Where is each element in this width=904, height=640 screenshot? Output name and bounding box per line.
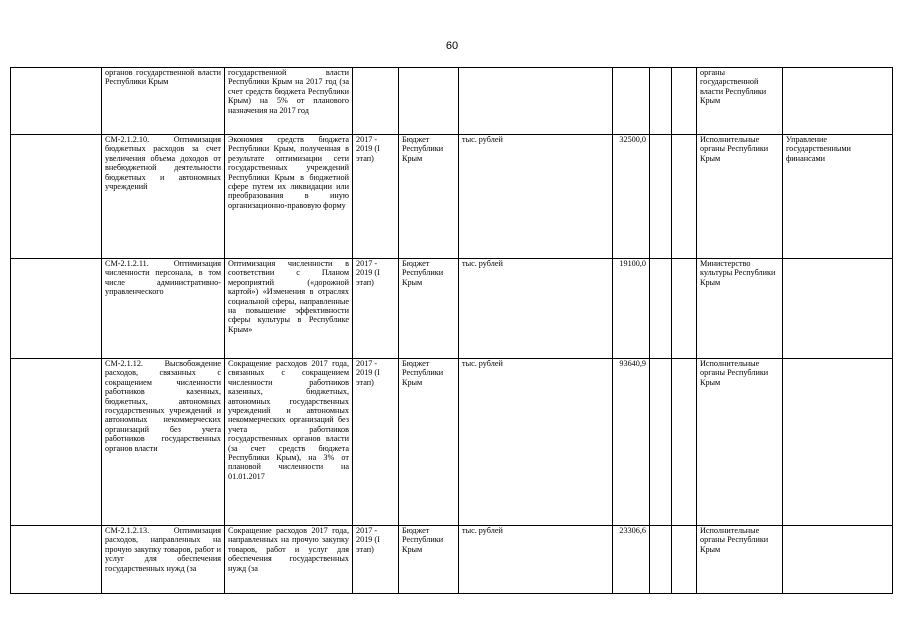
empty-cell	[672, 68, 697, 135]
empty-cell	[650, 526, 672, 594]
table-row	[11, 259, 893, 359]
description-cell: Оптимизация численности в соответствии с Планом мероприятий («дорожной картой») «Изменения в отраслях социальной сферы, направленные на повышение эффективности сферы культуры в Республике Крым»	[225, 259, 353, 359]
description-cell: Сокращение расходов 2017 года, направленных на прочую закупку товаров, работ и услуг для обеспечения государственных нужд (за	[225, 526, 353, 594]
period-cell: 2017 - 2019 (I этап)	[353, 359, 399, 526]
amount-cell: 93640,9	[613, 359, 650, 526]
amount-cell: 23306,6	[613, 526, 650, 594]
coexecutor-cell	[783, 359, 893, 526]
executor-cell: Исполнительные органы Республики Крым	[697, 135, 783, 259]
table-row	[11, 68, 893, 135]
empty-cell	[650, 259, 672, 359]
description-cell: Экономия средств бюджета Республики Крым, полученная в результате оптимизации сети государственных учреждений Республики Крым в бюджетной сфере путем их ликвидации или преобразования в иную организационно-правовую форму	[225, 135, 353, 259]
page-number: 60	[445, 40, 459, 52]
table-row	[11, 135, 893, 259]
measure-cell: СМ-2.1.2.10. Оптимизация бюджетных расходов за счет увеличения объема доходов от внебюджетной деятельности бюджетных и автономных учреждений	[102, 135, 225, 259]
empty-cell	[650, 135, 672, 259]
period-cell: 2017 - 2019 (I этап)	[353, 135, 399, 259]
period-cell: 2017 - 2019 (I этап)	[353, 526, 399, 594]
unit-cell: тыс. рублей	[459, 359, 613, 526]
coexecutor-cell	[783, 68, 893, 135]
source-cell: Бюджет Республики Крым	[399, 359, 459, 526]
source-cell: Бюджет Республики Крым	[399, 526, 459, 594]
measure-cell: СМ-2.1.2.11. Оптимизация численности персонала, в том числе административно-управленческого	[102, 259, 225, 359]
row-number-cell	[11, 135, 102, 259]
empty-cell	[672, 359, 697, 526]
empty-cell	[672, 135, 697, 259]
description-cell: Сокращение расходов 2017 года, связанных с сокращением численности работников казенных, бюджетных, автономных государственных учреждений и автономных некоммерческих организаций без учета работников государственных органов власти (за счет средств бюджета Республики Крым), на 3% от плановой численности на 01.01.2017	[225, 359, 353, 526]
source-cell	[399, 68, 459, 135]
coexecutor-cell: Управление государственными финансами	[783, 135, 893, 259]
measure-cell: СМ-2.1.2.13. Оптимизация расходов, направленных на прочую закупку товаров, работ и услуг для обеспечения государственных нужд (за	[102, 526, 225, 594]
unit-cell: тыс. рублей	[459, 135, 613, 259]
unit-cell: тыс. рублей	[459, 259, 613, 359]
empty-cell	[672, 259, 697, 359]
table-row	[11, 359, 893, 526]
executor-cell: Исполнительные органы Республики Крым	[697, 526, 783, 594]
row-number-cell	[11, 68, 102, 135]
row-number-cell	[11, 359, 102, 526]
coexecutor-cell	[783, 526, 893, 594]
unit-cell: тыс. рублей	[459, 526, 613, 594]
amount-cell: 19100,0	[613, 259, 650, 359]
description-cell: государственной власти Республики Крым на 2017 год (за счет средств бюджета Республики Крым) на 5% от планового назначения на 2017 год	[225, 68, 353, 135]
row-number-cell	[11, 526, 102, 594]
program-measures-table	[10, 67, 893, 594]
executor-cell: Министерство культуры Республики Крым	[697, 259, 783, 359]
coexecutor-cell	[783, 259, 893, 359]
measure-cell: СМ-2.1.12. Высвобождение расходов, связанных с сокращением численности работников казенных, бюджетных, автономных государственных учреждений и автономных некоммерческих организаций без учета работников государственных органов власти	[102, 359, 225, 526]
row-number-cell	[11, 259, 102, 359]
period-cell: 2017 - 2019 (I этап)	[353, 259, 399, 359]
empty-cell	[650, 359, 672, 526]
unit-cell	[459, 68, 613, 135]
source-cell: Бюджет Республики Крым	[399, 259, 459, 359]
table-row	[11, 526, 893, 594]
empty-cell	[672, 526, 697, 594]
executor-cell: Исполнительные органы Республики Крым	[697, 359, 783, 526]
executor-cell: органы государственной власти Республики Крым	[697, 68, 783, 135]
amount-cell	[613, 68, 650, 135]
source-cell: Бюджет Республики Крым	[399, 135, 459, 259]
period-cell	[353, 68, 399, 135]
measure-cell: органов государственной власти Республики Крым	[102, 68, 225, 135]
empty-cell	[650, 68, 672, 135]
amount-cell: 32500,0	[613, 135, 650, 259]
